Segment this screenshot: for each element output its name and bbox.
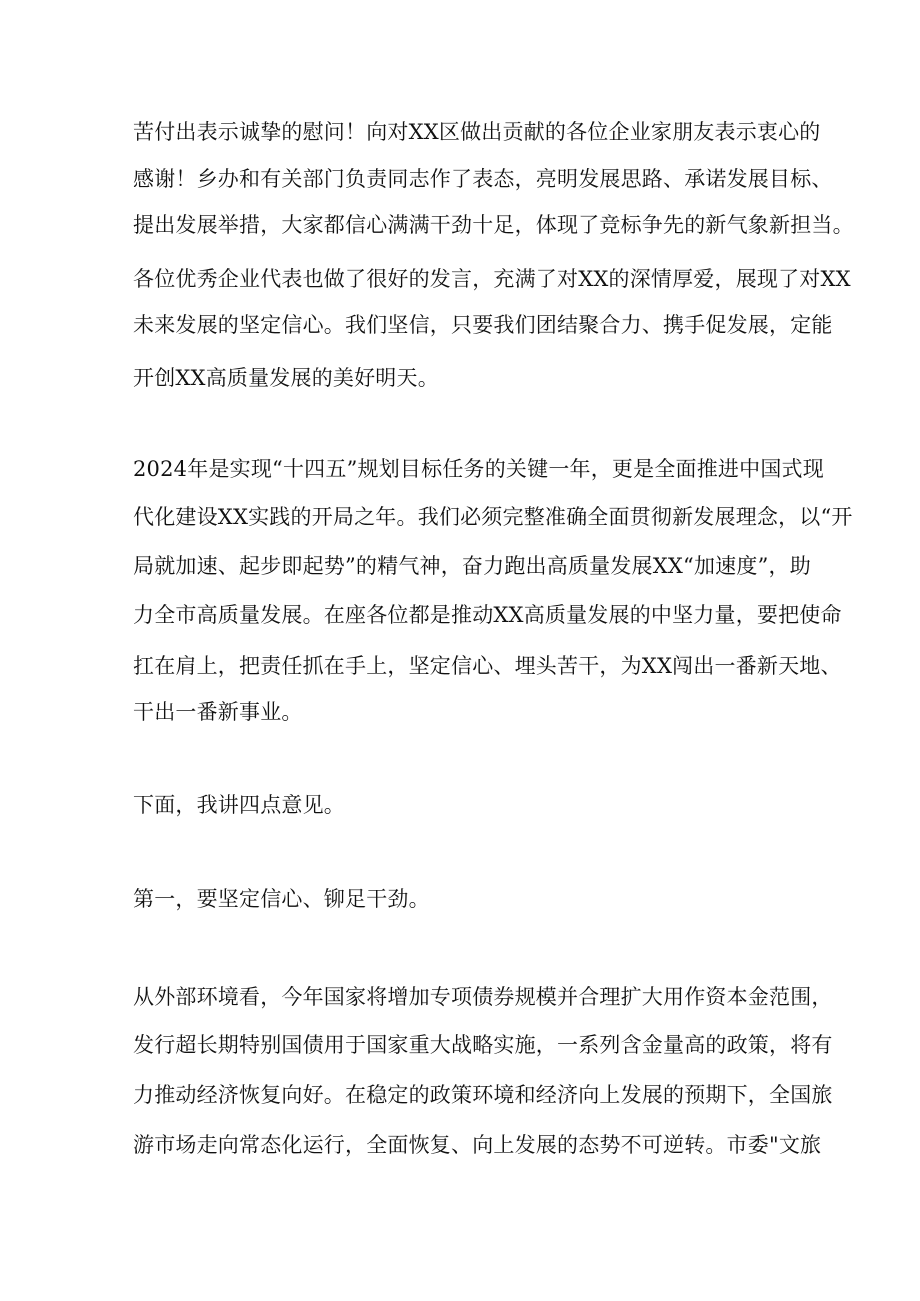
paragraph-1-line-5: 未来发展的坚定信心。我们坚信，只要我们团结聚合力、携手促发展，定能 (133, 313, 833, 337)
paragraph-5-line-1: 从外部环境看，今年国家将增加专项债券规模并合理扩大用作资本金范围， (133, 985, 833, 1009)
paragraph-5-line-3: 力推动经济恢复向好。在稳定的政策环境和经济向上发展的预期下，全国旅 (133, 1083, 833, 1107)
paragraph-1-line-1: 苦付出表示诚挚的慰问！向对XX区做出贡献的各位企业家朋友表示衷心的 (133, 120, 821, 144)
paragraph-2-line-3: 局就加速、起步即起势”的精气神，奋力跑出高质量发展XX“加速度”，助 (133, 554, 811, 578)
paragraph-5-line-2: 发行超长期特别国债用于国家重大战略实施，一系列含金量高的政策，将有 (133, 1033, 833, 1057)
paragraph-2-line-4: 力全市高质量发展。在座各位都是推动XX高质量发展的中坚力量，要把使命 (133, 603, 842, 627)
paragraph-1-line-2: 感谢！乡办和有关部门负责同志作了表态，亮明发展思路、承诺发展目标、 (133, 167, 833, 191)
paragraph-2-line-5: 扛在肩上，把责任抓在手上，坚定信心、埋头苦干，为XX闯出一番新天地、 (133, 654, 842, 678)
paragraph-1-line-4: 各位优秀企业代表也做了很好的发言，充满了对XX的深情厚爱，展现了对XX (133, 267, 851, 291)
paragraph-5-line-4: 游市场走向常态化运行，全面恢复、向上发展的态势不可逆转。市委"文旅 (133, 1133, 822, 1157)
paragraph-1-line-6: 开创XX高质量发展的美好明天。 (133, 366, 439, 390)
paragraph-4-line-1: 第一，要坚定信心、铆足干劲。 (133, 887, 430, 911)
paragraph-3-line-1: 下面，我讲四点意见。 (133, 793, 345, 817)
paragraph-2-line-2: 代化建设XX实践的开局之年。我们必须完整准确全面贯彻新发展理念，以“开 (133, 505, 853, 529)
paragraph-2-line-1: 2024年是实现“十四五”规划目标任务的关键一年，更是全面推进中国式现 (133, 457, 824, 481)
paragraph-2-line-6: 干出一番新事业。 (133, 700, 303, 724)
paragraph-1-line-3: 提出发展举措，大家都信心满满干劲十足，体现了竞标争先的新气象新担当。 (133, 213, 854, 237)
